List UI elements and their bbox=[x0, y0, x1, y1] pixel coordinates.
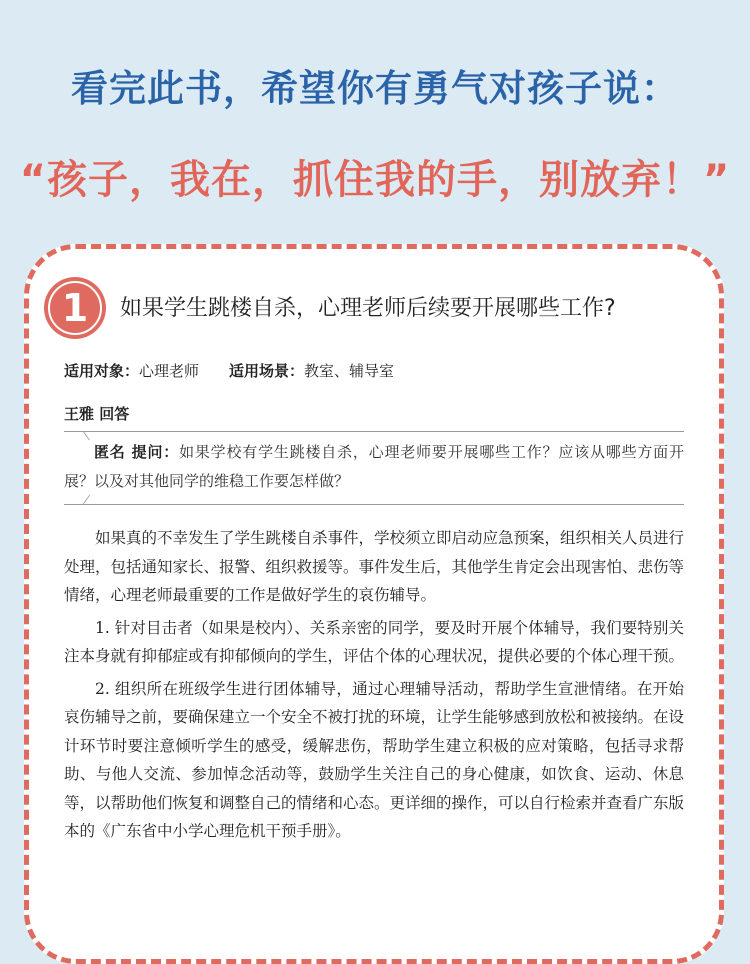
quote-divider-top bbox=[64, 431, 684, 432]
question-title: 如果学生跳楼自杀，心理老师后续要开展哪些工作? bbox=[120, 296, 616, 321]
headline-primary: 看完此书，希望你有勇气对孩子说： bbox=[71, 67, 679, 110]
answer-paragraph: 如果真的不幸发生了学生跳楼自杀事件，学校须立即启动应急预案，组织相关人员进行处理，包括通知家长、报警、组织救援等。事件发生后，其他学生肯定会出现害怕、悲伤等情绪，心理老师最重要的工作是做好学生的哀伤辅导。 bbox=[64, 529, 685, 604]
answer-author: 王雅 回答 bbox=[64, 405, 130, 423]
applicability-meta bbox=[64, 360, 394, 381]
question-label: 匿名 提问： bbox=[94, 443, 180, 461]
headline-quote: “孩子，我在，抓住我的手，别放弃！” bbox=[19, 157, 731, 203]
question-number-badge bbox=[44, 277, 106, 339]
scene-label: 适用场景： bbox=[229, 362, 305, 380]
anonymous-question bbox=[64, 438, 684, 496]
scene-value: 教室、辅导室 bbox=[304, 362, 395, 380]
answer-paragraph: 2. 组织所在班级学生进行团体辅导，通过心理辅导活动，帮助学生宣泄情绪。在开始哀伤辅导之前，要确保建立一个安全不被打扰的环境，让学生能够感到放松和被接纳。在设计环节时要注意倾听学生的感受，缓解悲伤，帮助学生建立积极的应对策略，包括寻求帮助、与他人交流、参加悼念活动等，鼓励学生关注自己的身心健康，如饮食、运动、休息等，以帮助他们恢复和调整自己的情绪和心态。更详细的操作，可以自行检索并查看广东版本的《广东省中小学心理危机干预手册》。 bbox=[64, 679, 685, 840]
answer-paragraph: 1. 针对目击者（如果是校内）、关系亲密的同学，要及时开展个体辅导，我们要特别关注本身就有抑郁症或有抑郁倾向的学生，评估个体的心理状况，提供必要的个体心理干预。 bbox=[64, 618, 685, 665]
question-number: 1 bbox=[61, 286, 89, 330]
answer-body bbox=[64, 524, 684, 850]
audience-value: 心理老师 bbox=[139, 362, 200, 380]
quote-divider-bottom bbox=[64, 504, 684, 505]
question-text: 如果学校有学生跳楼自杀，心理老师要开展哪些工作？应该从哪些方面开展？以及对其他同学的维稳工作要怎样做？ bbox=[64, 443, 684, 490]
audience-label: 适用对象： bbox=[64, 362, 140, 380]
